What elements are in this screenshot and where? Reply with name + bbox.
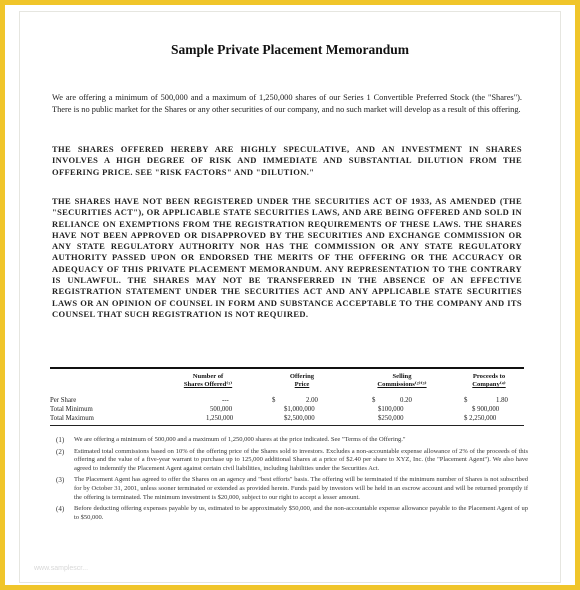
risk-paragraph: THE SHARES OFFERED HEREBY ARE HIGHLY SPECULATIVE, AND AN INVESTMENT IN SHARES INVOLVES A HIGH DEGREE OF RISK AND IMMEDIATE AND SUBSTANTIAL DILUTION FROM THE OFFERING PRICE. SEE "RISK FACTORS" AND "DILUTION." [52, 144, 522, 177]
footnote-text: Estimated total commissions based on 10% of the offering price of the Shares sold to investors. Excludes a non-accountable expense allowance of 2% of the proceeds of this offering and the value of a five-year warrant to purchase up to 125,000 additional Shares at a price of $2.40 per share to XYZ, Inc. (the "Placement Agent"). We also have agreed to indemnify the Placement Agent against certain civil liabilities, including liabilities under the Securities Act. [74, 447, 528, 472]
header-offering-price: Offering Price [289, 373, 315, 388]
price-currency: $ [272, 397, 276, 404]
proceeds-cell: 1.80 [496, 397, 508, 404]
row-label: Total Maximum [50, 415, 94, 422]
footnote-number: (2) [56, 447, 65, 456]
commission-cell: $250,000 [378, 415, 404, 422]
footnote-text: The Placement Agent has agreed to offer the Shares on an agency and "best efforts" basis. The offering will be terminated if the minimum number of Shares is not subscribed for by October 31, 2001, unless sooner terminated or extended as provided herein. Funds paid by investors will be held in an escrow account and will be returned promptly if the offering is terminated. The minimum investment is $20,000, subject to our right to accept a lesser amount. [74, 476, 528, 501]
footnote-text: We are offering a minimum of 500,000 and a maximum of 1,250,000 shares at the price indicated. See "Terms of the Offering." [74, 436, 406, 443]
document-title: Sample Private Placement Memorandum [170, 42, 410, 57]
shares-cell: --- [222, 397, 229, 404]
footnote-number: (3) [56, 476, 65, 485]
footnotes [56, 436, 528, 525]
proceeds-cell: $ 2,250,000 [464, 415, 497, 422]
footnote [56, 436, 528, 445]
price-cell: 2.00 [306, 397, 318, 404]
header-shares-offered: Number of Shares Offered⁽¹⁾ [183, 373, 233, 388]
intro-paragraph: We are offering a minimum of 500,000 and a maximum of 1,250,000 shares of our Series 1 Convertible Preferred Stock (the "Shares"). There is no public market for the Shares or any other securities of our company, and no such market will develop as a result of this offering. [52, 93, 522, 114]
footnote [56, 448, 528, 474]
price-cell: $2,500,000 [284, 415, 315, 422]
price-cell: $1,000,000 [284, 406, 315, 413]
commission-currency: $ [372, 397, 376, 404]
footnote-number: (4) [56, 505, 65, 514]
header-selling-commissions: Selling Commissions⁽²⁾⁽³⁾ [377, 373, 427, 388]
watermark: www.samplescr... [34, 565, 89, 572]
document-page [20, 12, 560, 582]
footnote-number: (1) [56, 436, 65, 444]
shares-cell: 1,250,000 [206, 415, 234, 422]
table-top-rule [50, 367, 524, 369]
row-label: Per Share [50, 397, 77, 404]
legal-paragraph: THE SHARES HAVE NOT BEEN REGISTERED UNDER THE SECURITIES ACT OF 1933, AS AMENDED (THE "SECURITIES ACT"), OR APPLICABLE STATE SECURITIES LAWS, AND ARE BEING OFFERED AND SOLD IN RELIANCE ON EXEMPTIONS FROM THE REGISTRATION REQUIREMENTS OF THESE LAWS. THE SHARES HAVE NOT BEEN APPROVED OR DISAPPROVED BY THE SECURITIES AND EXCHANGE COMMISSION OR ANY STATE REGULATORY AUTHORITY NOR HAS THE COMMISSION OR ANY STATE REGULATORY AUTHORITY PASSED UPON OR ENDORSED THE MERITS OF THE OFFERING OR THE ACCURACY OR ADEQUACY OF THIS PRIVATE PLACEMENT MEMORANDUM. ANY REPRESENTATION TO THE CONTRARY IS UNLAWFUL. THE SHARES MAY NOT BE TRANSFERRED IN THE ABSENCE OF AN EFFECTIVE REGISTRATION STATEMENT UNDER THE SECURITIES ACT AND ANY APPLICABLE STATE SECURITIES LAWS OR AN OPINION OF COUNSEL IN FORM AND SUBSTANCE ACCEPTABLE TO THE COMPANY AND ITS COUNSEL THAT SUCH REGISTRATION IS NOT REQUIRED. [52, 196, 522, 319]
table-bottom-rule [50, 425, 524, 426]
commission-cell: 0.20 [400, 397, 412, 404]
footnote [56, 505, 528, 522]
proceeds-cell: $ 900,000 [472, 406, 500, 413]
commission-cell: $100,000 [378, 406, 404, 413]
proceeds-currency: $ [464, 397, 468, 404]
footnote [56, 476, 528, 502]
row-label: Total Minimum [50, 406, 93, 413]
shares-cell: 500,000 [210, 406, 233, 413]
header-proceeds: Proceeds to Company⁽⁴⁾ [472, 373, 506, 388]
footnote-text: Before deducting offering expenses payable by us, estimated to be approximately $50,000, and the non-accountable expense allowance payable to the Placement Agent of up to $50,000. [74, 505, 528, 521]
